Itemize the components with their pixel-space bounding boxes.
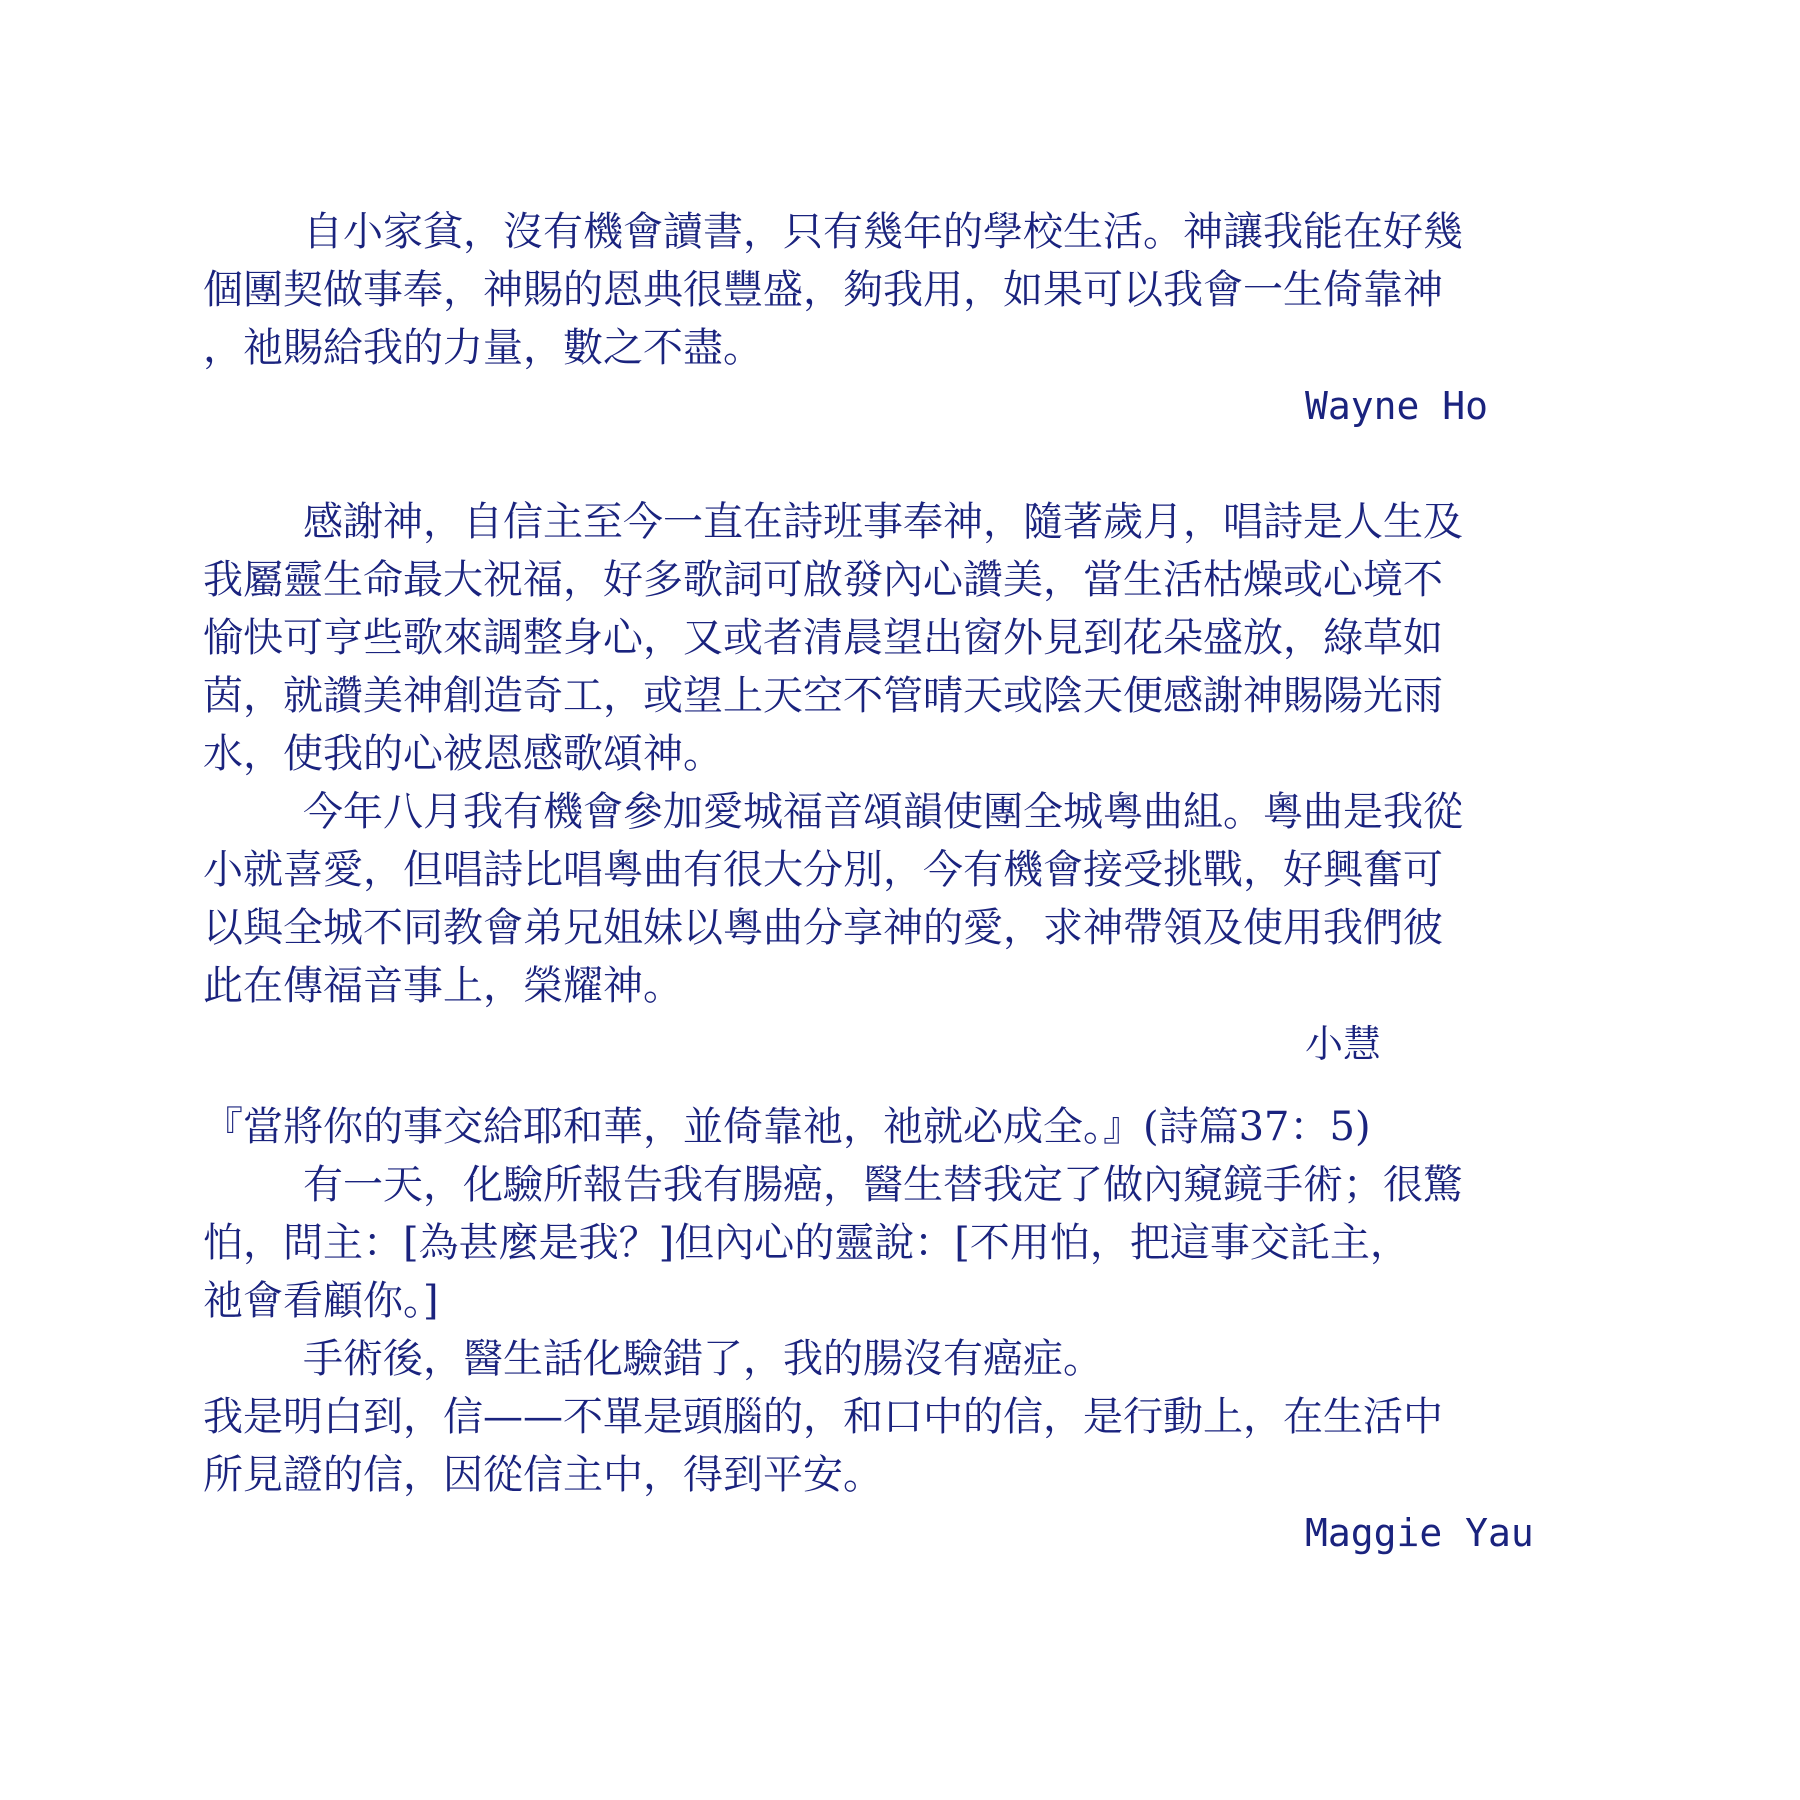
entry-2-signature: 小慧 (1305, 1022, 1382, 1066)
entry-3-line-3: 怕，問主：[為甚麼是我？]但內心的靈說：[不用怕，把這事交託主， (203, 1220, 1410, 1266)
entry-3-line-5: 手術後，醫生話化驗錯了，我的腸沒有癌症。 (303, 1336, 1103, 1382)
entry-3-line-4: 祂會看顧你。] (203, 1278, 439, 1324)
entry-2-line-1: 感謝神，自信主至今一直在詩班事奉神，隨著歲月，唱詩是人生及 (303, 499, 1463, 545)
entry-2-line-9: 此在傳福音事上，榮耀神。 (203, 963, 683, 1009)
entry-1-line-1: 自小家貧，沒有機會讀書，只有幾年的學校生活。神讓我能在好幾 (303, 209, 1463, 255)
entry-2-line-8: 以與全城不同教會弟兄姐妹以粵曲分享神的愛，求神帶領及使用我們彼 (203, 905, 1443, 951)
entry-3-signature: Maggie Yau (1305, 1511, 1534, 1555)
entry-1-line-2: 個團契做事奉，神賜的恩典很豐盛，夠我用，如果可以我會一生倚靠神 (203, 267, 1443, 313)
entry-1-signature: Wayne Ho (1305, 384, 1489, 428)
entry-2-line-3: 愉快可亨些歌來調整身心，又或者清晨望出窗外見到花朵盛放，綠草如 (203, 615, 1443, 661)
entry-3-line-1: 『當將你的事交給耶和華，並倚靠祂，祂就必成全。』(詩篇37：5) (203, 1104, 1371, 1150)
entry-2-line-2: 我屬靈生命最大祝福，好多歌詞可啟發內心讚美，當生活枯燥或心境不 (203, 557, 1443, 603)
entry-3-line-2: 有一天，化驗所報告我有腸癌，醫生替我定了做內窺鏡手術；很驚 (303, 1162, 1463, 1208)
entry-2-line-7: 小就喜愛，但唱詩比唱粵曲有很大分別，今有機會接受挑戰，好興奮可 (203, 847, 1443, 893)
entry-2-line-6: 今年八月我有機會參加愛城福音頌韻使團全城粵曲組。粵曲是我從 (303, 789, 1463, 835)
entry-2-line-4: 茵，就讚美神創造奇工，或望上天空不管晴天或陰天便感謝神賜陽光雨 (203, 673, 1443, 719)
entry-3-line-6: 我是明白到，信——不單是頭腦的，和口中的信，是行動上，在生活中 (203, 1394, 1443, 1440)
entry-1-line-3: ，祂賜給我的力量，數之不盡。 (203, 325, 763, 371)
entry-3-line-7: 所見證的信，因從信主中，得到平安。 (203, 1452, 883, 1498)
entry-2-line-5: 水，使我的心被恩感歌頌神。 (203, 731, 723, 777)
